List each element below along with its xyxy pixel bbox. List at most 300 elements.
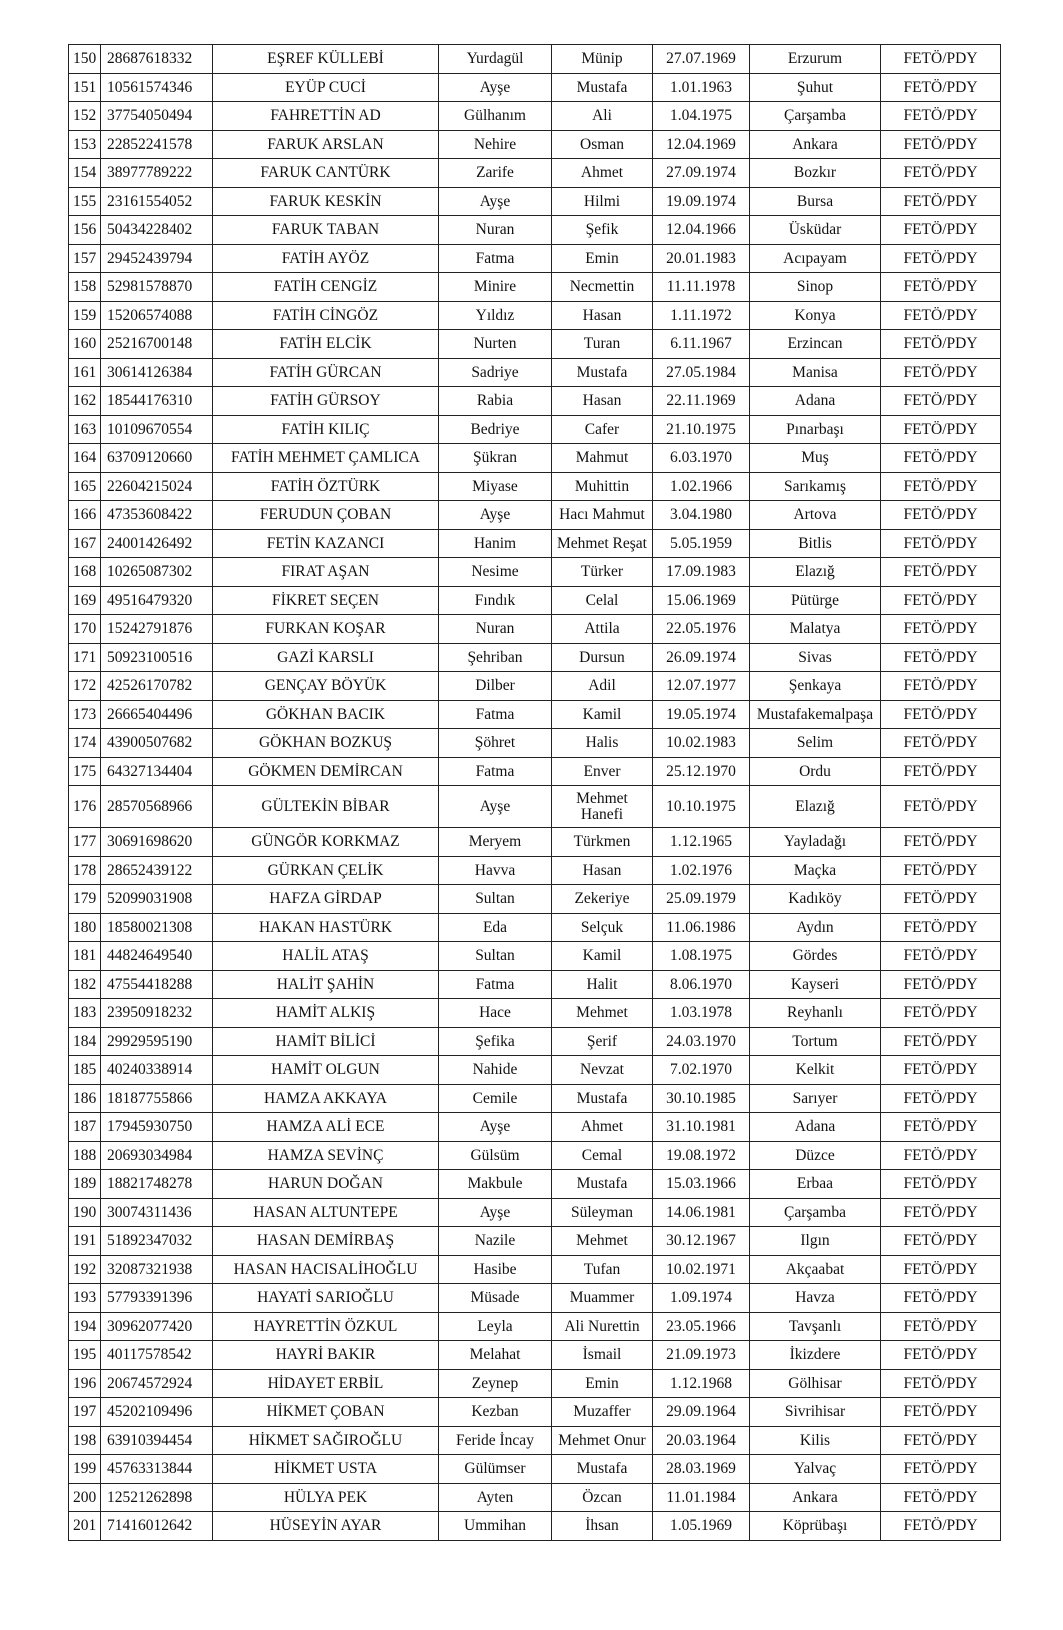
birth-place-cell: Artova [750,501,881,530]
table-row [69,1056,1001,1085]
father-name-cell: Tufan [552,1255,653,1284]
id-number-cell: 51892347032 [101,1227,213,1256]
mother-name-cell: Müsade [439,1284,552,1313]
birth-date-cell: 26.09.1974 [653,643,750,672]
full-name-cell: EŞREF KÜLLEBİ [213,45,439,74]
full-name-cell: HÜSEYİN AYAR [213,1512,439,1541]
birth-date-cell: 1.09.1974 [653,1284,750,1313]
id-number-cell: 15206574088 [101,301,213,330]
table-row [69,216,1001,245]
birth-date-cell: 20.01.1983 [653,244,750,273]
id-number-cell: 22604215024 [101,472,213,501]
birth-place-cell: Elazığ [750,558,881,587]
organization-cell: FETÖ/PDY [881,856,1001,885]
id-number-cell: 10265087302 [101,558,213,587]
birth-date-cell: 23.05.1966 [653,1312,750,1341]
id-number-cell: 23161554052 [101,187,213,216]
birth-date-cell: 1.02.1966 [653,472,750,501]
organization-cell: FETÖ/PDY [881,1027,1001,1056]
birth-date-cell: 25.12.1970 [653,757,750,786]
id-number-cell: 44824649540 [101,942,213,971]
organization-cell: FETÖ/PDY [881,757,1001,786]
id-number-cell: 18187755866 [101,1084,213,1113]
birth-place-cell: Sinop [750,273,881,302]
organization-cell: FETÖ/PDY [881,999,1001,1028]
organization-cell: FETÖ/PDY [881,700,1001,729]
birth-date-cell: 3.04.1980 [653,501,750,530]
full-name-cell: HİKMET USTA [213,1455,439,1484]
full-name-cell: HASAN DEMİRBAŞ [213,1227,439,1256]
father-name-cell: Hilmi [552,187,653,216]
row-number-cell: 162 [69,387,101,416]
father-name-cell: Enver [552,757,653,786]
organization-cell: FETÖ/PDY [881,828,1001,857]
row-number-cell: 175 [69,757,101,786]
father-name-cell: Ali Nurettin [552,1312,653,1341]
mother-name-cell: Dilber [439,672,552,701]
organization-cell: FETÖ/PDY [881,1312,1001,1341]
father-name-cell: Kamil [552,700,653,729]
birth-place-cell: Bursa [750,187,881,216]
organization-cell: FETÖ/PDY [881,1512,1001,1541]
row-number-cell: 187 [69,1113,101,1142]
organization-cell: FETÖ/PDY [881,615,1001,644]
birth-place-cell: Düzce [750,1141,881,1170]
table-row [69,970,1001,999]
organization-cell: FETÖ/PDY [881,130,1001,159]
organization-cell: FETÖ/PDY [881,1198,1001,1227]
birth-place-cell: Kelkit [750,1056,881,1085]
id-number-cell: 30962077420 [101,1312,213,1341]
birth-place-cell: Köprübaşı [750,1512,881,1541]
birth-date-cell: 10.02.1983 [653,729,750,758]
full-name-cell: FİKRET SEÇEN [213,586,439,615]
organization-cell: FETÖ/PDY [881,415,1001,444]
id-number-cell: 29452439794 [101,244,213,273]
table-row [69,444,1001,473]
birth-place-cell: Yayladağı [750,828,881,857]
full-name-cell: EYÜP CUCİ [213,73,439,102]
father-name-cell: Mustafa [552,1084,653,1113]
birth-date-cell: 12.04.1966 [653,216,750,245]
birth-date-cell: 1.01.1963 [653,73,750,102]
birth-place-cell: Maçka [750,856,881,885]
full-name-cell: HAYRETTİN ÖZKUL [213,1312,439,1341]
id-number-cell: 40117578542 [101,1341,213,1370]
row-number-cell: 157 [69,244,101,273]
full-name-cell: HALİT ŞAHİN [213,970,439,999]
organization-cell: FETÖ/PDY [881,387,1001,416]
birth-place-cell: Erzincan [750,330,881,359]
table-row [69,1198,1001,1227]
organization-cell: FETÖ/PDY [881,529,1001,558]
table-row [69,700,1001,729]
birth-date-cell: 6.11.1967 [653,330,750,359]
personnel-table [68,44,1001,1541]
organization-cell: FETÖ/PDY [881,358,1001,387]
birth-date-cell: 27.05.1984 [653,358,750,387]
organization-cell: FETÖ/PDY [881,273,1001,302]
organization-cell: FETÖ/PDY [881,1341,1001,1370]
table-row [69,757,1001,786]
table-row [69,102,1001,131]
birth-place-cell: Erbaa [750,1170,881,1199]
id-number-cell: 28652439122 [101,856,213,885]
birth-place-cell: Akçaabat [750,1255,881,1284]
table-row [69,913,1001,942]
birth-date-cell: 1.05.1969 [653,1512,750,1541]
id-number-cell: 18580021308 [101,913,213,942]
organization-cell: FETÖ/PDY [881,444,1001,473]
organization-cell: FETÖ/PDY [881,643,1001,672]
full-name-cell: HİKMET SAĞIROĞLU [213,1426,439,1455]
father-name-cell: Şefik [552,216,653,245]
father-name-cell: Hasan [552,856,653,885]
mother-name-cell: Ayşe [439,187,552,216]
father-name-cell: Mustafa [552,358,653,387]
row-number-cell: 191 [69,1227,101,1256]
table-row [69,1483,1001,1512]
organization-cell: FETÖ/PDY [881,558,1001,587]
table-row [69,415,1001,444]
table-row [69,1027,1001,1056]
row-number-cell: 155 [69,187,101,216]
table-row [69,1512,1001,1541]
birth-place-cell: Pütürge [750,586,881,615]
row-number-cell: 169 [69,586,101,615]
id-number-cell: 42526170782 [101,672,213,701]
birth-date-cell: 1.08.1975 [653,942,750,971]
birth-place-cell: Kilis [750,1426,881,1455]
birth-place-cell: Aydın [750,913,881,942]
birth-date-cell: 1.04.1975 [653,102,750,131]
birth-place-cell: Çarşamba [750,102,881,131]
father-name-cell: Cafer [552,415,653,444]
mother-name-cell: Ayten [439,1483,552,1512]
father-name-cell: Şerif [552,1027,653,1056]
id-number-cell: 28687618332 [101,45,213,74]
father-name-cell: Adil [552,672,653,701]
full-name-cell: FURKAN KOŞAR [213,615,439,644]
row-number-cell: 154 [69,159,101,188]
mother-name-cell: Ayşe [439,501,552,530]
full-name-cell: HİKMET ÇOBAN [213,1398,439,1427]
birth-place-cell: Kadıköy [750,885,881,914]
mother-name-cell: Eda [439,913,552,942]
table-row [69,130,1001,159]
row-number-cell: 170 [69,615,101,644]
birth-date-cell: 5.05.1959 [653,529,750,558]
row-number-cell: 195 [69,1341,101,1370]
birth-date-cell: 28.03.1969 [653,1455,750,1484]
table-row [69,586,1001,615]
birth-date-cell: 1.02.1976 [653,856,750,885]
father-name-cell: Emin [552,244,653,273]
row-number-cell: 197 [69,1398,101,1427]
mother-name-cell: Sultan [439,942,552,971]
birth-place-cell: Bozkır [750,159,881,188]
birth-place-cell: Reyhanlı [750,999,881,1028]
birth-date-cell: 10.10.1975 [653,786,750,828]
row-number-cell: 164 [69,444,101,473]
organization-cell: FETÖ/PDY [881,970,1001,999]
full-name-cell: FATİH CENGİZ [213,273,439,302]
table-row [69,45,1001,74]
father-name-cell: Muzaffer [552,1398,653,1427]
row-number-cell: 166 [69,501,101,530]
birth-place-cell: Manisa [750,358,881,387]
row-number-cell: 163 [69,415,101,444]
row-number-cell: 176 [69,786,101,828]
full-name-cell: HAMZA ALİ ECE [213,1113,439,1142]
row-number-cell: 178 [69,856,101,885]
table-row [69,1141,1001,1170]
row-number-cell: 196 [69,1369,101,1398]
birth-date-cell: 30.12.1967 [653,1227,750,1256]
organization-cell: FETÖ/PDY [881,330,1001,359]
mother-name-cell: Hanim [439,529,552,558]
birth-place-cell: Mustafakemalpaşa [750,700,881,729]
full-name-cell: FATİH KILIÇ [213,415,439,444]
mother-name-cell: Yurdagül [439,45,552,74]
id-number-cell: 45763313844 [101,1455,213,1484]
father-name-cell: İsmail [552,1341,653,1370]
row-number-cell: 151 [69,73,101,102]
id-number-cell: 23950918232 [101,999,213,1028]
full-name-cell: HARUN DOĞAN [213,1170,439,1199]
table-row [69,244,1001,273]
id-number-cell: 47554418288 [101,970,213,999]
mother-name-cell: Zarife [439,159,552,188]
birth-place-cell: Çarşamba [750,1198,881,1227]
id-number-cell: 24001426492 [101,529,213,558]
table-row [69,1284,1001,1313]
birth-date-cell: 11.06.1986 [653,913,750,942]
birth-place-cell: Tavşanlı [750,1312,881,1341]
organization-cell: FETÖ/PDY [881,1369,1001,1398]
organization-cell: FETÖ/PDY [881,1426,1001,1455]
mother-name-cell: Fatma [439,244,552,273]
row-number-cell: 192 [69,1255,101,1284]
table-row [69,1113,1001,1142]
father-name-cell: Ali [552,102,653,131]
mother-name-cell: Gülsüm [439,1141,552,1170]
id-number-cell: 12521262898 [101,1483,213,1512]
table-row [69,942,1001,971]
row-number-cell: 194 [69,1312,101,1341]
row-number-cell: 193 [69,1284,101,1313]
mother-name-cell: Bedriye [439,415,552,444]
mother-name-cell: Nuran [439,615,552,644]
full-name-cell: FATİH GÜRCAN [213,358,439,387]
birth-place-cell: Sivrihisar [750,1398,881,1427]
row-number-cell: 188 [69,1141,101,1170]
organization-cell: FETÖ/PDY [881,729,1001,758]
birth-date-cell: 7.02.1970 [653,1056,750,1085]
organization-cell: FETÖ/PDY [881,913,1001,942]
birth-place-cell: Ankara [750,130,881,159]
full-name-cell: FATİH AYÖZ [213,244,439,273]
row-number-cell: 200 [69,1483,101,1512]
id-number-cell: 28570568966 [101,786,213,828]
mother-name-cell: Yıldız [439,301,552,330]
table-row [69,529,1001,558]
row-number-cell: 179 [69,885,101,914]
mother-name-cell: Gülümser [439,1455,552,1484]
row-number-cell: 182 [69,970,101,999]
organization-cell: FETÖ/PDY [881,1398,1001,1427]
organization-cell: FETÖ/PDY [881,1255,1001,1284]
row-number-cell: 173 [69,700,101,729]
full-name-cell: GAZİ KARSLI [213,643,439,672]
father-name-cell: Mustafa [552,1170,653,1199]
mother-name-cell: Nazile [439,1227,552,1256]
mother-name-cell: Hace [439,999,552,1028]
birth-date-cell: 31.10.1981 [653,1113,750,1142]
table-row [69,999,1001,1028]
father-name-cell: Hasan [552,387,653,416]
row-number-cell: 190 [69,1198,101,1227]
birth-date-cell: 17.09.1983 [653,558,750,587]
mother-name-cell: Kezban [439,1398,552,1427]
table-row [69,330,1001,359]
mother-name-cell: Nurten [439,330,552,359]
birth-date-cell: 29.09.1964 [653,1398,750,1427]
mother-name-cell: Makbule [439,1170,552,1199]
row-number-cell: 181 [69,942,101,971]
father-name-cell: Türker [552,558,653,587]
mother-name-cell: Fındık [439,586,552,615]
row-number-cell: 167 [69,529,101,558]
birth-place-cell: Pınarbaşı [750,415,881,444]
full-name-cell: HAMİT ALKIŞ [213,999,439,1028]
full-name-cell: HAMİT BİLİCİ [213,1027,439,1056]
birth-place-cell: Sarıyer [750,1084,881,1113]
organization-cell: FETÖ/PDY [881,1170,1001,1199]
father-name-cell: Cemal [552,1141,653,1170]
id-number-cell: 26665404496 [101,700,213,729]
full-name-cell: HASAN ALTUNTEPE [213,1198,439,1227]
row-number-cell: 172 [69,672,101,701]
row-number-cell: 186 [69,1084,101,1113]
birth-date-cell: 20.03.1964 [653,1426,750,1455]
birth-place-cell: Havza [750,1284,881,1313]
full-name-cell: FATİH CİNGÖZ [213,301,439,330]
birth-date-cell: 21.09.1973 [653,1341,750,1370]
birth-place-cell: Ordu [750,757,881,786]
birth-date-cell: 1.12.1968 [653,1369,750,1398]
mother-name-cell: Fatma [439,970,552,999]
father-name-cell: Kamil [552,942,653,971]
id-number-cell: 50923100516 [101,643,213,672]
full-name-cell: FATİH GÜRSOY [213,387,439,416]
full-name-cell: HAMİT OLGUN [213,1056,439,1085]
mother-name-cell: Ayşe [439,1113,552,1142]
organization-cell: FETÖ/PDY [881,45,1001,74]
table-row [69,1227,1001,1256]
row-number-cell: 183 [69,999,101,1028]
birth-date-cell: 8.06.1970 [653,970,750,999]
table-row [69,1398,1001,1427]
father-name-cell: Emin [552,1369,653,1398]
table-row [69,159,1001,188]
table-row [69,73,1001,102]
mother-name-cell: Leyla [439,1312,552,1341]
table-row [69,1426,1001,1455]
id-number-cell: 10109670554 [101,415,213,444]
id-number-cell: 43900507682 [101,729,213,758]
id-number-cell: 22852241578 [101,130,213,159]
id-number-cell: 57793391396 [101,1284,213,1313]
full-name-cell: GENÇAY BÖYÜK [213,672,439,701]
birth-date-cell: 12.04.1969 [653,130,750,159]
father-name-cell: Attila [552,615,653,644]
organization-cell: FETÖ/PDY [881,1084,1001,1113]
id-number-cell: 47353608422 [101,501,213,530]
row-number-cell: 198 [69,1426,101,1455]
birth-place-cell: Kayseri [750,970,881,999]
birth-date-cell: 25.09.1979 [653,885,750,914]
full-name-cell: HAMZA AKKAYA [213,1084,439,1113]
full-name-cell: GÖKMEN DEMİRCAN [213,757,439,786]
id-number-cell: 10561574346 [101,73,213,102]
table-body [69,45,1001,1541]
table-row [69,187,1001,216]
id-number-cell: 18821748278 [101,1170,213,1199]
full-name-cell: HALİL ATAŞ [213,942,439,971]
mother-name-cell: Sadriye [439,358,552,387]
row-number-cell: 159 [69,301,101,330]
table-row [69,1170,1001,1199]
father-name-cell: Özcan [552,1483,653,1512]
father-name-cell: Hasan [552,301,653,330]
table-row [69,856,1001,885]
mother-name-cell: Cemile [439,1084,552,1113]
birth-date-cell: 11.11.1978 [653,273,750,302]
mother-name-cell: Ayşe [439,786,552,828]
mother-name-cell: Nehire [439,130,552,159]
mother-name-cell: Fatma [439,757,552,786]
father-name-cell: Mustafa [552,73,653,102]
birth-date-cell: 30.10.1985 [653,1084,750,1113]
full-name-cell: FETİN KAZANCI [213,529,439,558]
id-number-cell: 37754050494 [101,102,213,131]
birth-place-cell: Ankara [750,1483,881,1512]
full-name-cell: HAYRİ BAKIR [213,1341,439,1370]
id-number-cell: 29929595190 [101,1027,213,1056]
father-name-cell: Mehmet Reşat [552,529,653,558]
birth-date-cell: 1.03.1978 [653,999,750,1028]
birth-date-cell: 6.03.1970 [653,444,750,473]
row-number-cell: 156 [69,216,101,245]
organization-cell: FETÖ/PDY [881,1284,1001,1313]
organization-cell: FETÖ/PDY [881,216,1001,245]
birth-date-cell: 27.07.1969 [653,45,750,74]
table-row [69,643,1001,672]
mother-name-cell: Şükran [439,444,552,473]
birth-place-cell: İkizdere [750,1341,881,1370]
birth-date-cell: 1.11.1972 [653,301,750,330]
birth-date-cell: 15.06.1969 [653,586,750,615]
table-row [69,301,1001,330]
organization-cell: FETÖ/PDY [881,102,1001,131]
full-name-cell: FARUK CANTÜRK [213,159,439,188]
table-row [69,558,1001,587]
mother-name-cell: Şefika [439,1027,552,1056]
full-name-cell: FARUK ARSLAN [213,130,439,159]
table-row [69,672,1001,701]
full-name-cell: FATİH MEHMET ÇAMLICA [213,444,439,473]
